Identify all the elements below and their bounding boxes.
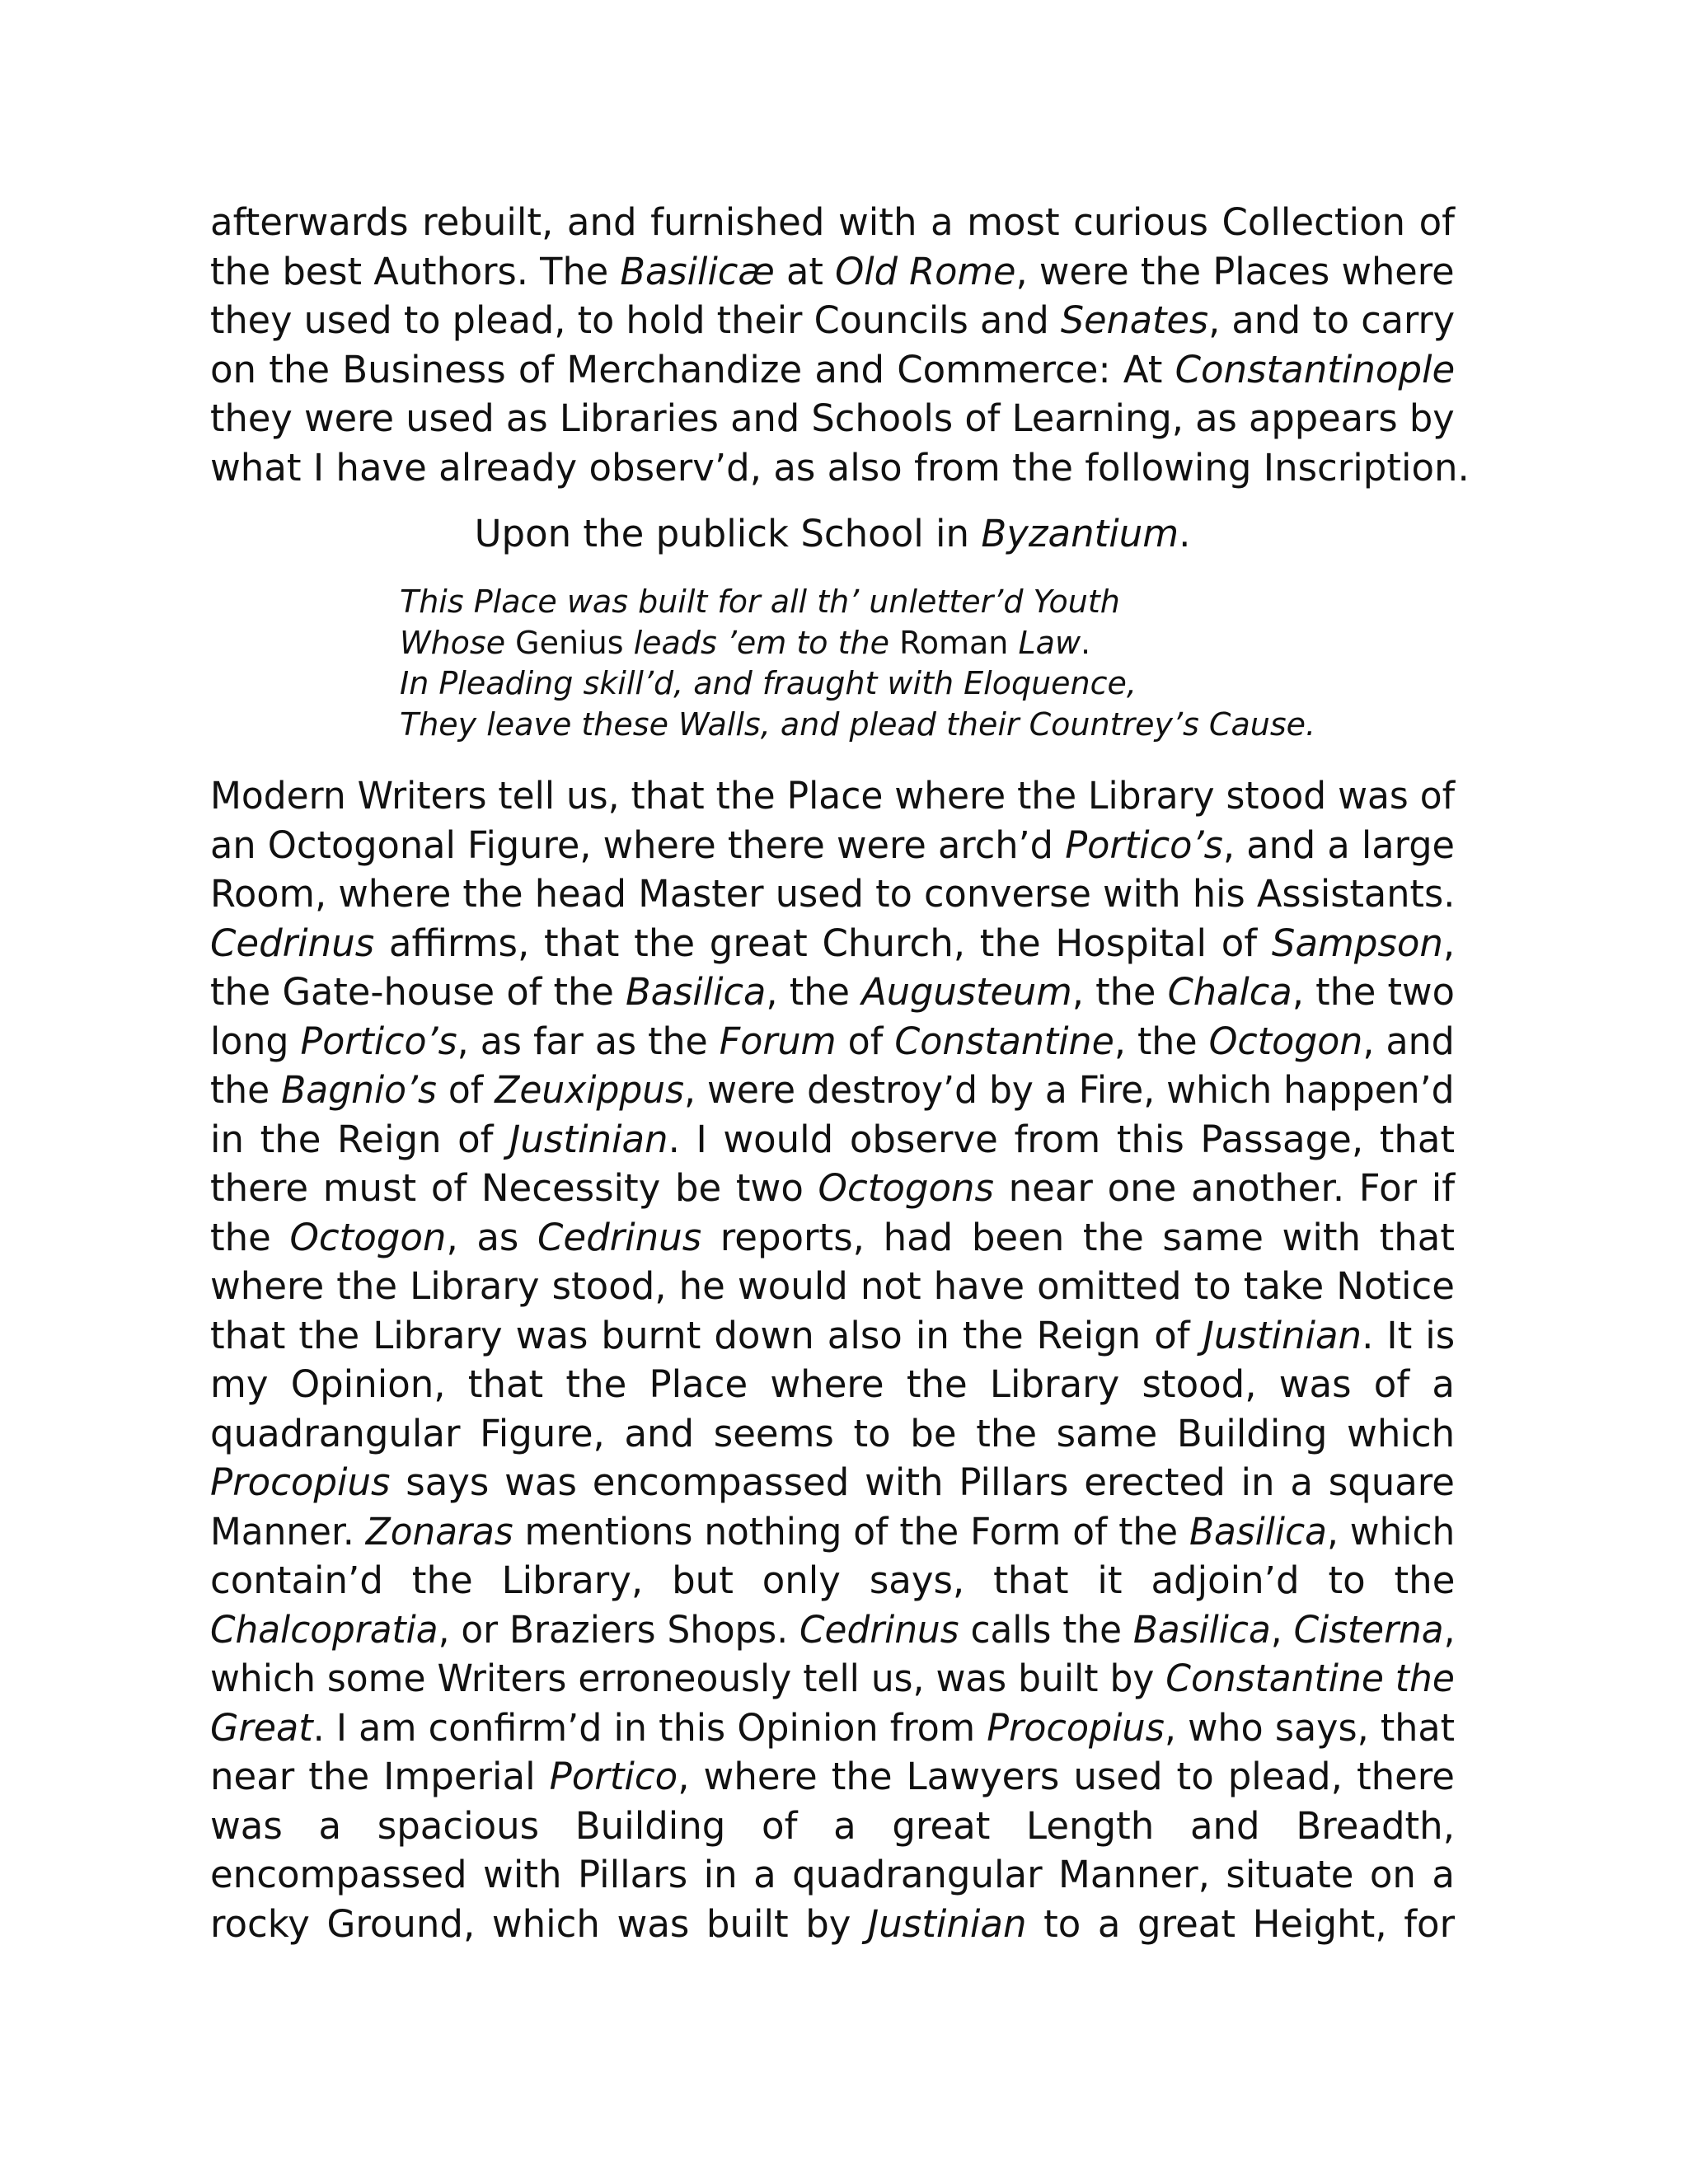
text-line: Cedrinus affirms, that the great Church, the Hospital of Sampson, [210, 921, 1456, 965]
text-line: afterwards rebuilt, and furnished with a most curious Collection of [210, 200, 1455, 244]
text-line: the Gate-house of the Basilica, the Augusteum, the Chalca, the two [210, 970, 1455, 1014]
heading-text: Upon the publick School in [474, 512, 982, 555]
paragraph-1 [210, 198, 1470, 492]
verse-line-1: This Place was built for all th’ unletter’d Youth [400, 583, 1120, 620]
text-line: encompassed with Pillars in a quadrangular Manner, situate on a [210, 1853, 1455, 1896]
inscription-verse [400, 582, 1315, 745]
text-line: was a spacious Building of a great Length and Breadth, [210, 1803, 1455, 1848]
text-line: near the Imperial Portico, where the Lawyers used to plead, there [210, 1755, 1455, 1798]
text-line: Modern Writers tell us, that the Place where the Library stood was of [210, 774, 1456, 818]
text-line: my Opinion, that the Place where the Library stood, was of a [210, 1362, 1455, 1406]
text-line: Room, where the head Master used to converse with his Assistants. [210, 872, 1456, 916]
verse-line-2: Whose Genius leads ’em to the Roman Law. [400, 624, 1091, 661]
text-line: they were used as Libraries and Schools of Learning, as appears by [210, 396, 1455, 440]
text-line: the Octogon, as Cedrinus reports, had been the same with that [210, 1215, 1455, 1259]
text-line: where the Library stood, he would not have omitted to take Notice [210, 1264, 1455, 1308]
text-line: that the Library was burnt down also in the Reign of Justinian. It is [210, 1313, 1456, 1357]
text-line: which some Writers erroneously tell us, was built by Constantine the [210, 1657, 1455, 1700]
text-line: they used to plead, to hold their Councils and Senates, and to carry [210, 298, 1456, 342]
heading-period: . [1179, 512, 1191, 555]
paragraph-2 [210, 771, 1455, 1948]
verse-line-4: They leave these Walls, and plead their Countrey’s Cause. [400, 705, 1316, 743]
text-line: Chalcopratia, or Braziers Shops. Cedrinus calls the Basilica, Cisterna, [210, 1607, 1456, 1652]
text-line: on the Business of Merchandize and Commerce: At Constantinople [210, 347, 1456, 391]
verse-line-3: In Pleading skill’d, and fraught with Eloquence, [400, 665, 1137, 701]
text-line: the Bagnio’s of Zeuxippus, were destroy’d by a Fire, which happen’d [210, 1068, 1455, 1112]
inscription-heading [210, 509, 1455, 559]
text-line: Procopius says was encompassed with Pillars erected in a square [210, 1460, 1455, 1504]
heading-place-name: Byzantium [981, 512, 1179, 555]
text-line: an Octogonal Figure, where there were arch’d Portico’s, and a large [210, 823, 1455, 867]
text-line: the best Authors. The Basilicæ at Old Rome, were the Places where [210, 249, 1455, 293]
text-line: in the Reign of Justinian. I would observe from this Passage, that [210, 1117, 1456, 1161]
text-line: Great. I am confirm’d in this Opinion from Procopius, who says, that [210, 1705, 1456, 1750]
text-line: contain’d the Library, but only says, that it adjoin’d to the [210, 1558, 1456, 1602]
text-line: quadrangular Figure, and seems to be the same Building which [210, 1411, 1456, 1455]
text-line: what I have already observ’d, as also from the following Inscription. [210, 445, 1470, 490]
text-line: there must of Necessity be two Octogons near one another. For if [210, 1166, 1456, 1210]
text-line: rocky Ground, which was built by Justinian to a great Height, for [210, 1901, 1456, 1946]
text-line: long Portico’s, as far as the Forum of Constantine, the Octogon, and [210, 1019, 1455, 1063]
text-line: Manner. Zonaras mentions nothing of the Form of the Basilica, which [210, 1509, 1456, 1554]
